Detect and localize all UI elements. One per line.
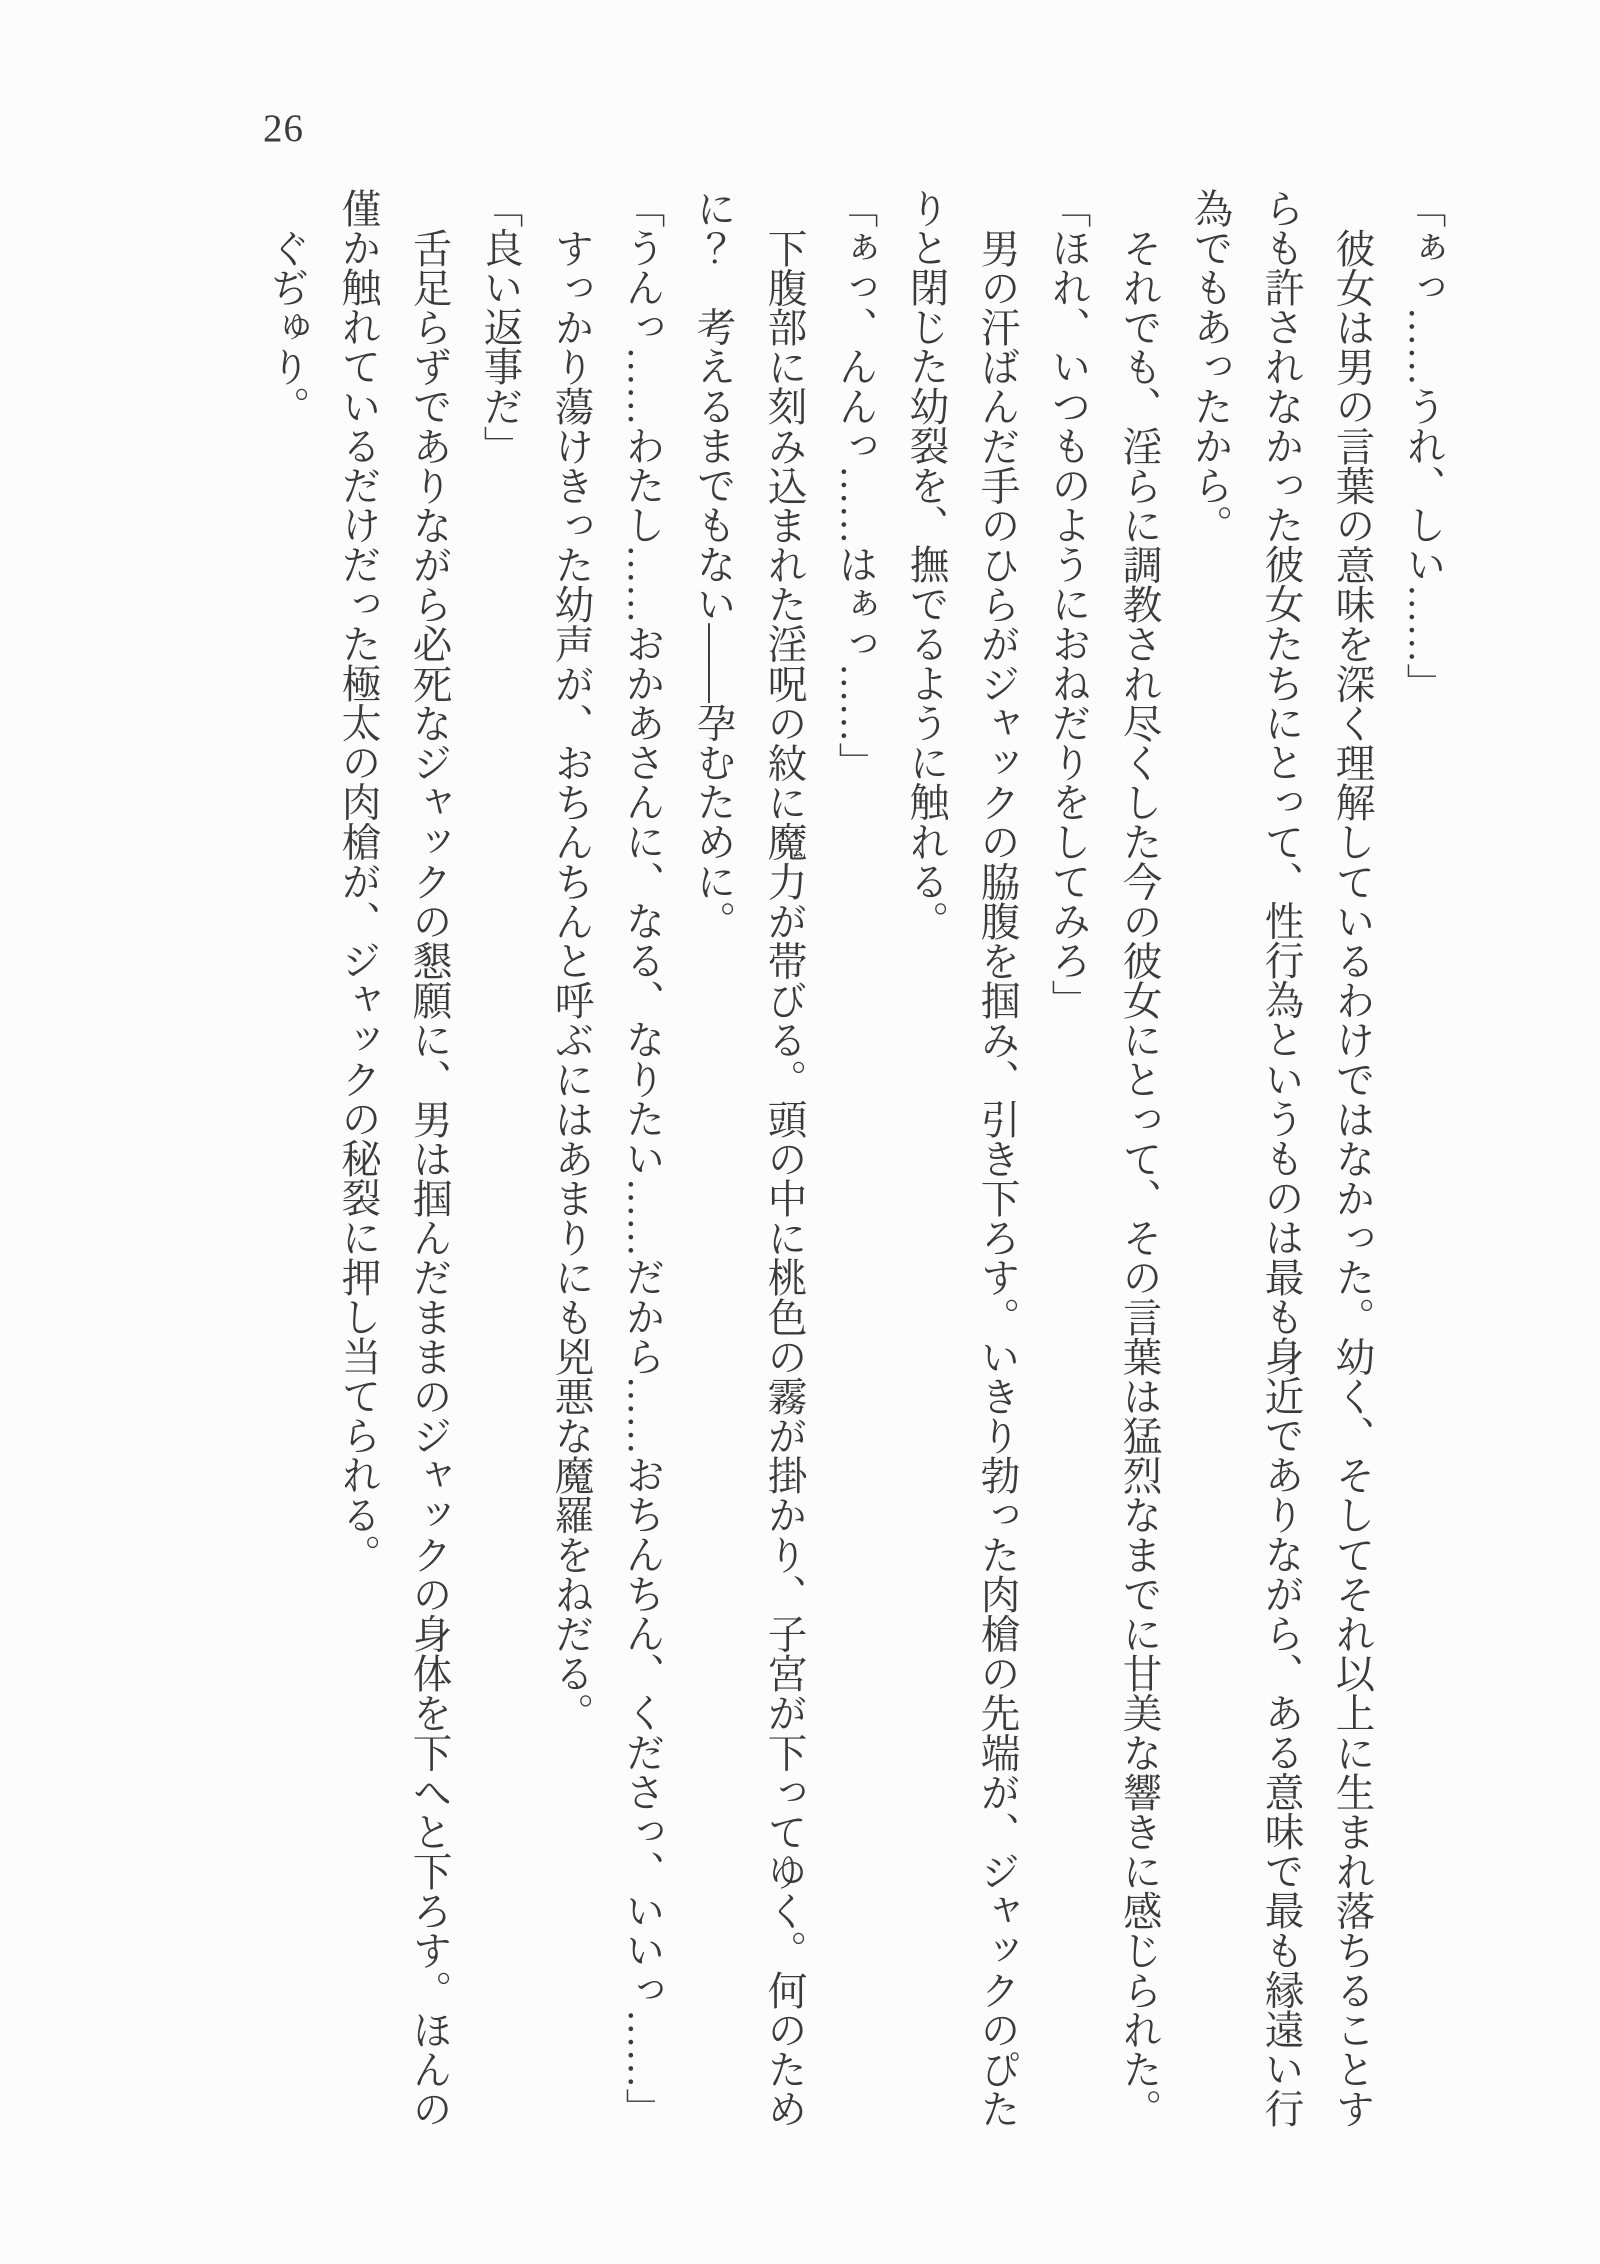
text-line: 僅か触れているだけだった極太の肉槍が、ジャックの秘裂に押し当てられる。 [336,188,380,1574]
text-line: 下腹部に刻み込まれた淫呪の紋に魔力が帯びる。頭の中に桃色の霧が掛かり、子宮が下ってゆく。何のため [762,227,806,2128]
text-line: すっかり蕩けきった幼声が、おちんちんと呼ぶにはあまりにも兇悪な魔羅をねだる。 [549,227,593,1733]
text-line: 「良い返事だ」 [478,188,522,466]
text-line: らも許されなかった彼女たちにとって、性行為というものは最も身近でありながら、ある意味で最も縁遠い行 [1259,188,1303,2128]
text-line: に？ 考えるまでもない——孕むために。 [691,188,735,941]
text-line: 「ぁっ……うれ、しい……」 [1401,188,1445,703]
text-line: ぐぢゅり。 [265,227,309,426]
page-number: 26 [263,107,304,150]
text-line: 「うんっ……わたし……おかあさんに、なる、なりたい……だから……おちんちん、くださっ、いいっ……」 [620,188,664,2128]
text-line: 舌足らずでありながら必死なジャックの懇願に、男は掴んだままのジャックの身体を下へと下ろす。ほんの [407,227,451,2128]
text-line: 「ぁっ、んんっ……はぁっ……」 [833,188,877,782]
text-line: それでも、淫らに調教され尽くした今の彼女にとって、その言葉は猛烈なまでに甘美な響きに感じられた。 [1117,227,1161,2128]
text-line: 男の汗ばんだ手のひらがジャックの脇腹を掴み、引き下ろす。いきり勃った肉槍の先端が、ジャックのぴた [975,227,1019,2128]
text-line: 為でもあったから。 [1188,188,1232,545]
text-line: りと閉じた幼裂を、撫でるように触れる。 [904,188,948,941]
text-line: 彼女は男の言葉の意味を深く理解しているわけではなかった。幼く、そしてそれ以上に生まれ落ちることす [1330,227,1374,2128]
vertical-text-block [251,188,1458,2132]
text-line: 「ほれ、いつものようにおねだりをしてみろ」 [1046,188,1090,1020]
